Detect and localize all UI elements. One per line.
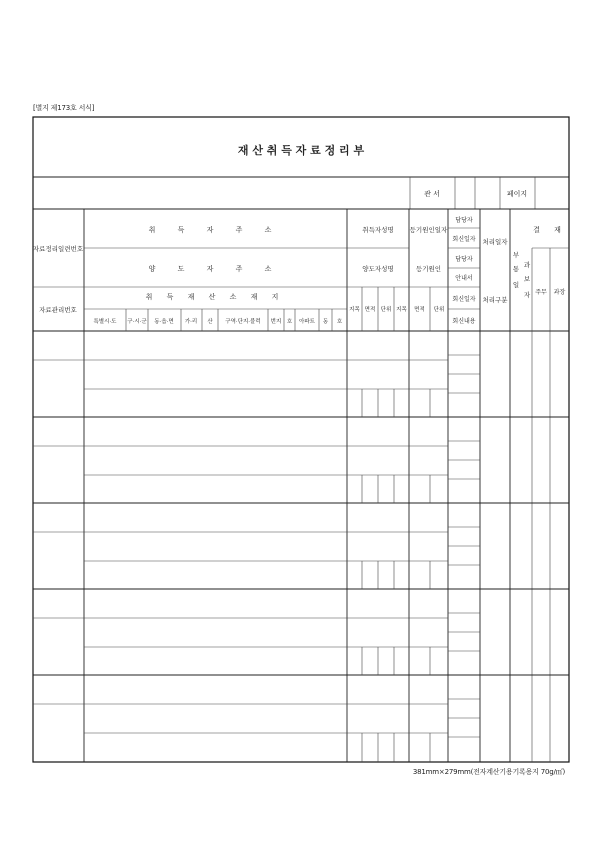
land-area-label: 면적 (364, 307, 376, 313)
handler-reply-content: 회신내용 (452, 318, 476, 325)
office-label: 관 서 (424, 190, 440, 198)
notify-char-2: 과 (523, 261, 531, 269)
notify-char-3: 통 (512, 265, 520, 273)
page-label: 페이지 (506, 190, 528, 198)
acquirer-address-label: 취 득 자 주 소 (148, 226, 282, 234)
record-rows (33, 355, 569, 762)
sub-label-ho: 호 (286, 319, 293, 325)
notify-char-1: 부 (512, 251, 520, 259)
paper-spec-footer: 381mm×279mm(전자계산기용기록용지 70g/㎡) (412, 768, 565, 776)
handler-label-1: 담당자 (455, 217, 473, 224)
form-outer-border (33, 117, 569, 762)
handler-label-2: 담당자 (455, 256, 473, 263)
acquirer-name-label: 취득자성명 (362, 226, 394, 234)
registry-date-label: 등기원인일자 (409, 226, 448, 234)
sub-label-city: 구·시·군 (127, 319, 147, 325)
approval-manager-label: 과장 (553, 289, 566, 296)
registry-area-label: 면적 (414, 307, 425, 313)
sub-label-village: 가·리 (184, 319, 198, 325)
sub-label-province: 특별시·도 (93, 319, 117, 325)
property-location-label: 취 득 재 산 소 재 지 (145, 293, 285, 301)
transferor-address-label: 양 도 자 주 소 (148, 265, 282, 273)
notify-char-6: 자 (523, 291, 531, 299)
process-type-label: 처리구분 (482, 296, 508, 304)
sub-label-apartment: 아파트 (299, 319, 315, 325)
registry-cause-label: 등기원인 (415, 265, 442, 273)
sub-label-lot: 번지 (270, 319, 282, 325)
approval-label: 결 재 (533, 226, 567, 234)
sub-address-cells (93, 309, 342, 331)
land-unit-label: 단위 (380, 307, 392, 313)
sub-label-building: 동 (322, 319, 329, 325)
form-number-caption: [별지 제173호 서식] (33, 104, 95, 112)
handler-reply-date-2: 회신일자 (452, 296, 476, 303)
management-number-label: 자료관리번호 (39, 306, 77, 314)
registry-unit-label: 단위 (433, 307, 445, 313)
handler-notice-label: 안내서 (455, 275, 473, 282)
sub-label-town: 동·읍·면 (154, 319, 174, 325)
process-date-label: 처리일자 (482, 238, 508, 246)
serial-number-label: 자료정리일련번호 (32, 245, 84, 253)
land-jimok-label: 지목 (349, 307, 360, 313)
notify-char-4: 보 (523, 275, 531, 283)
registry-jimok-label: 지목 (396, 307, 407, 313)
handler-reply-date-1: 회신일자 (452, 236, 476, 243)
sub-label-mountain: 산 (207, 319, 213, 325)
sub-label-unit: 호 (336, 319, 343, 325)
approval-chief-label: 주무 (535, 289, 547, 296)
form-title: 재 산 취 득 자 료 정 리 부 (237, 144, 365, 157)
notify-char-5: 일 (512, 281, 520, 289)
transferor-name-label: 양도자성명 (362, 265, 394, 273)
sub-label-block: 구역·단지·블럭 (225, 319, 261, 325)
